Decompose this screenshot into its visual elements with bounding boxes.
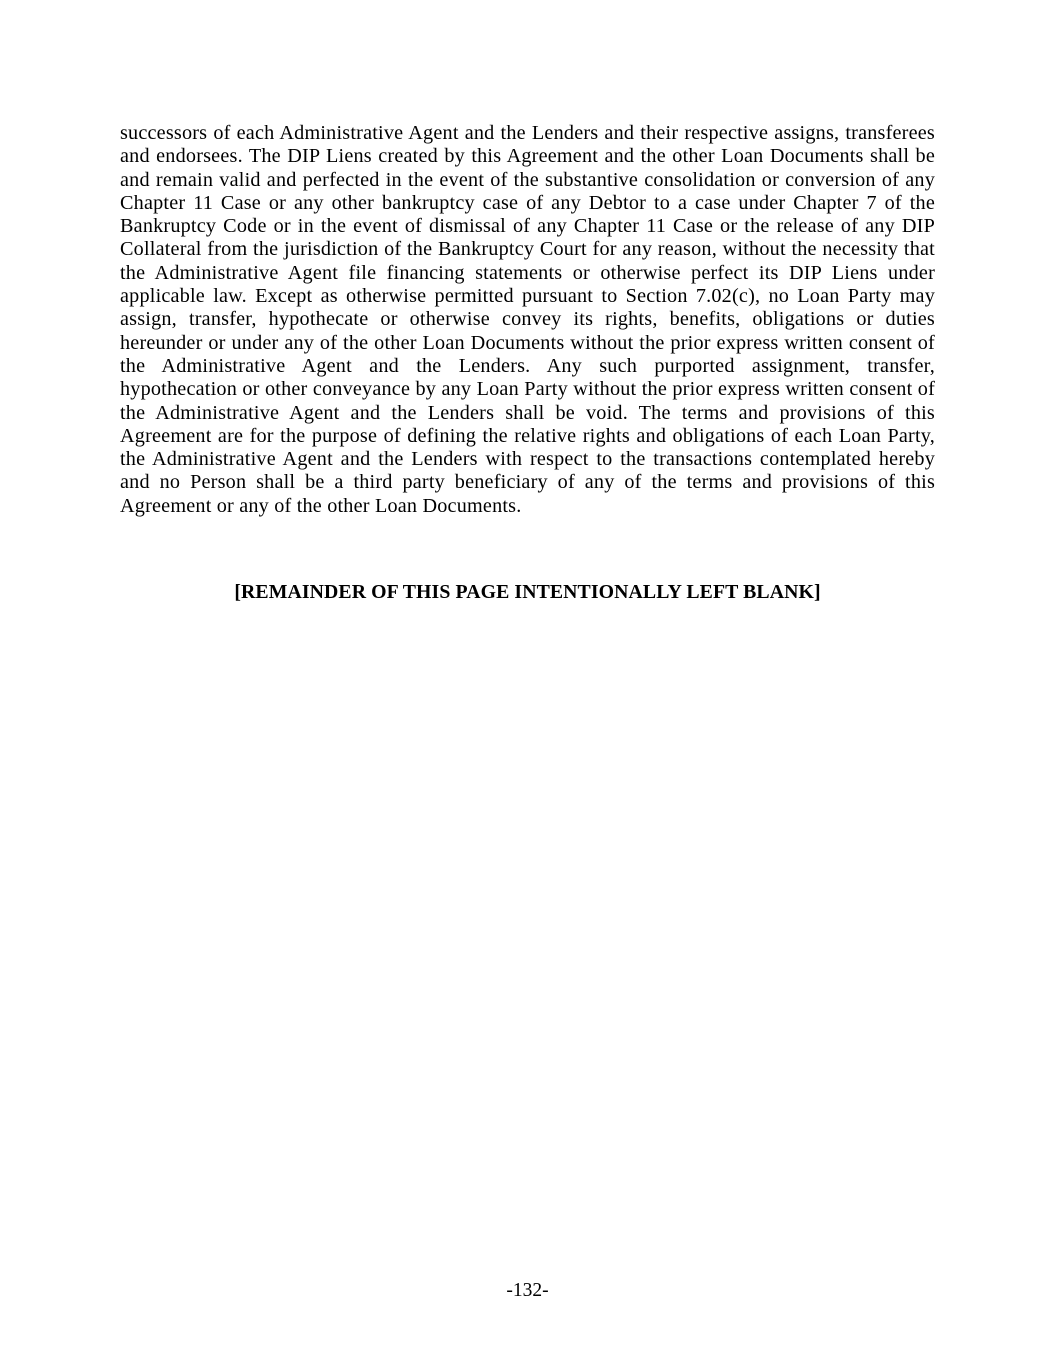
page-number: -132- xyxy=(506,1280,549,1301)
body-paragraph: successors of each Administrative Agent and the Lenders and their respective assigns, transferees and endorsees. The DIP Liens created by this Agreement and the other Loan Documents shall be and remain valid and perfected in the event of the substantive consolidation or conversion of any Chapter 11 Case or any other bankruptcy case of any Debtor to a case under Chapter 7 of the Bankruptcy Code or in the event of dismissal of any Chapter 11 Case or the release of any DIP Collateral from the jurisdiction of the Bankruptcy Court for any reason, without the necessity that the Administrative Agent file financing statements or otherwise perfect its DIP Liens under applicable law. Except as otherwise permitted pursuant to Section 7.02(c), no Loan Party may assign, transfer, hypothecate or otherwise convey its rights, benefits, obligations or duties hereunder or under any of the other Loan Documents without the prior express written consent of the Administrative Agent and the Lenders. Any such purported assignment, transfer, hypothecation or other conveyance by any Loan Party without the prior express written consent of the Administrative Agent and the Lenders shall be void. The terms and provisions of this Agreement are for the purpose of defining the relative rights and obligations of each Loan Party, the Administrative Agent and the Lenders with respect to the transactions contemplated hereby and no Person shall be a third party beneficiary of any of the terms and provisions of this Agreement or any of the other Loan Documents. xyxy=(120,122,935,517)
page-content xyxy=(120,122,935,604)
blank-page-notice: [REMAINDER OF THIS PAGE INTENTIONALLY LEFT BLANK] xyxy=(234,581,821,604)
